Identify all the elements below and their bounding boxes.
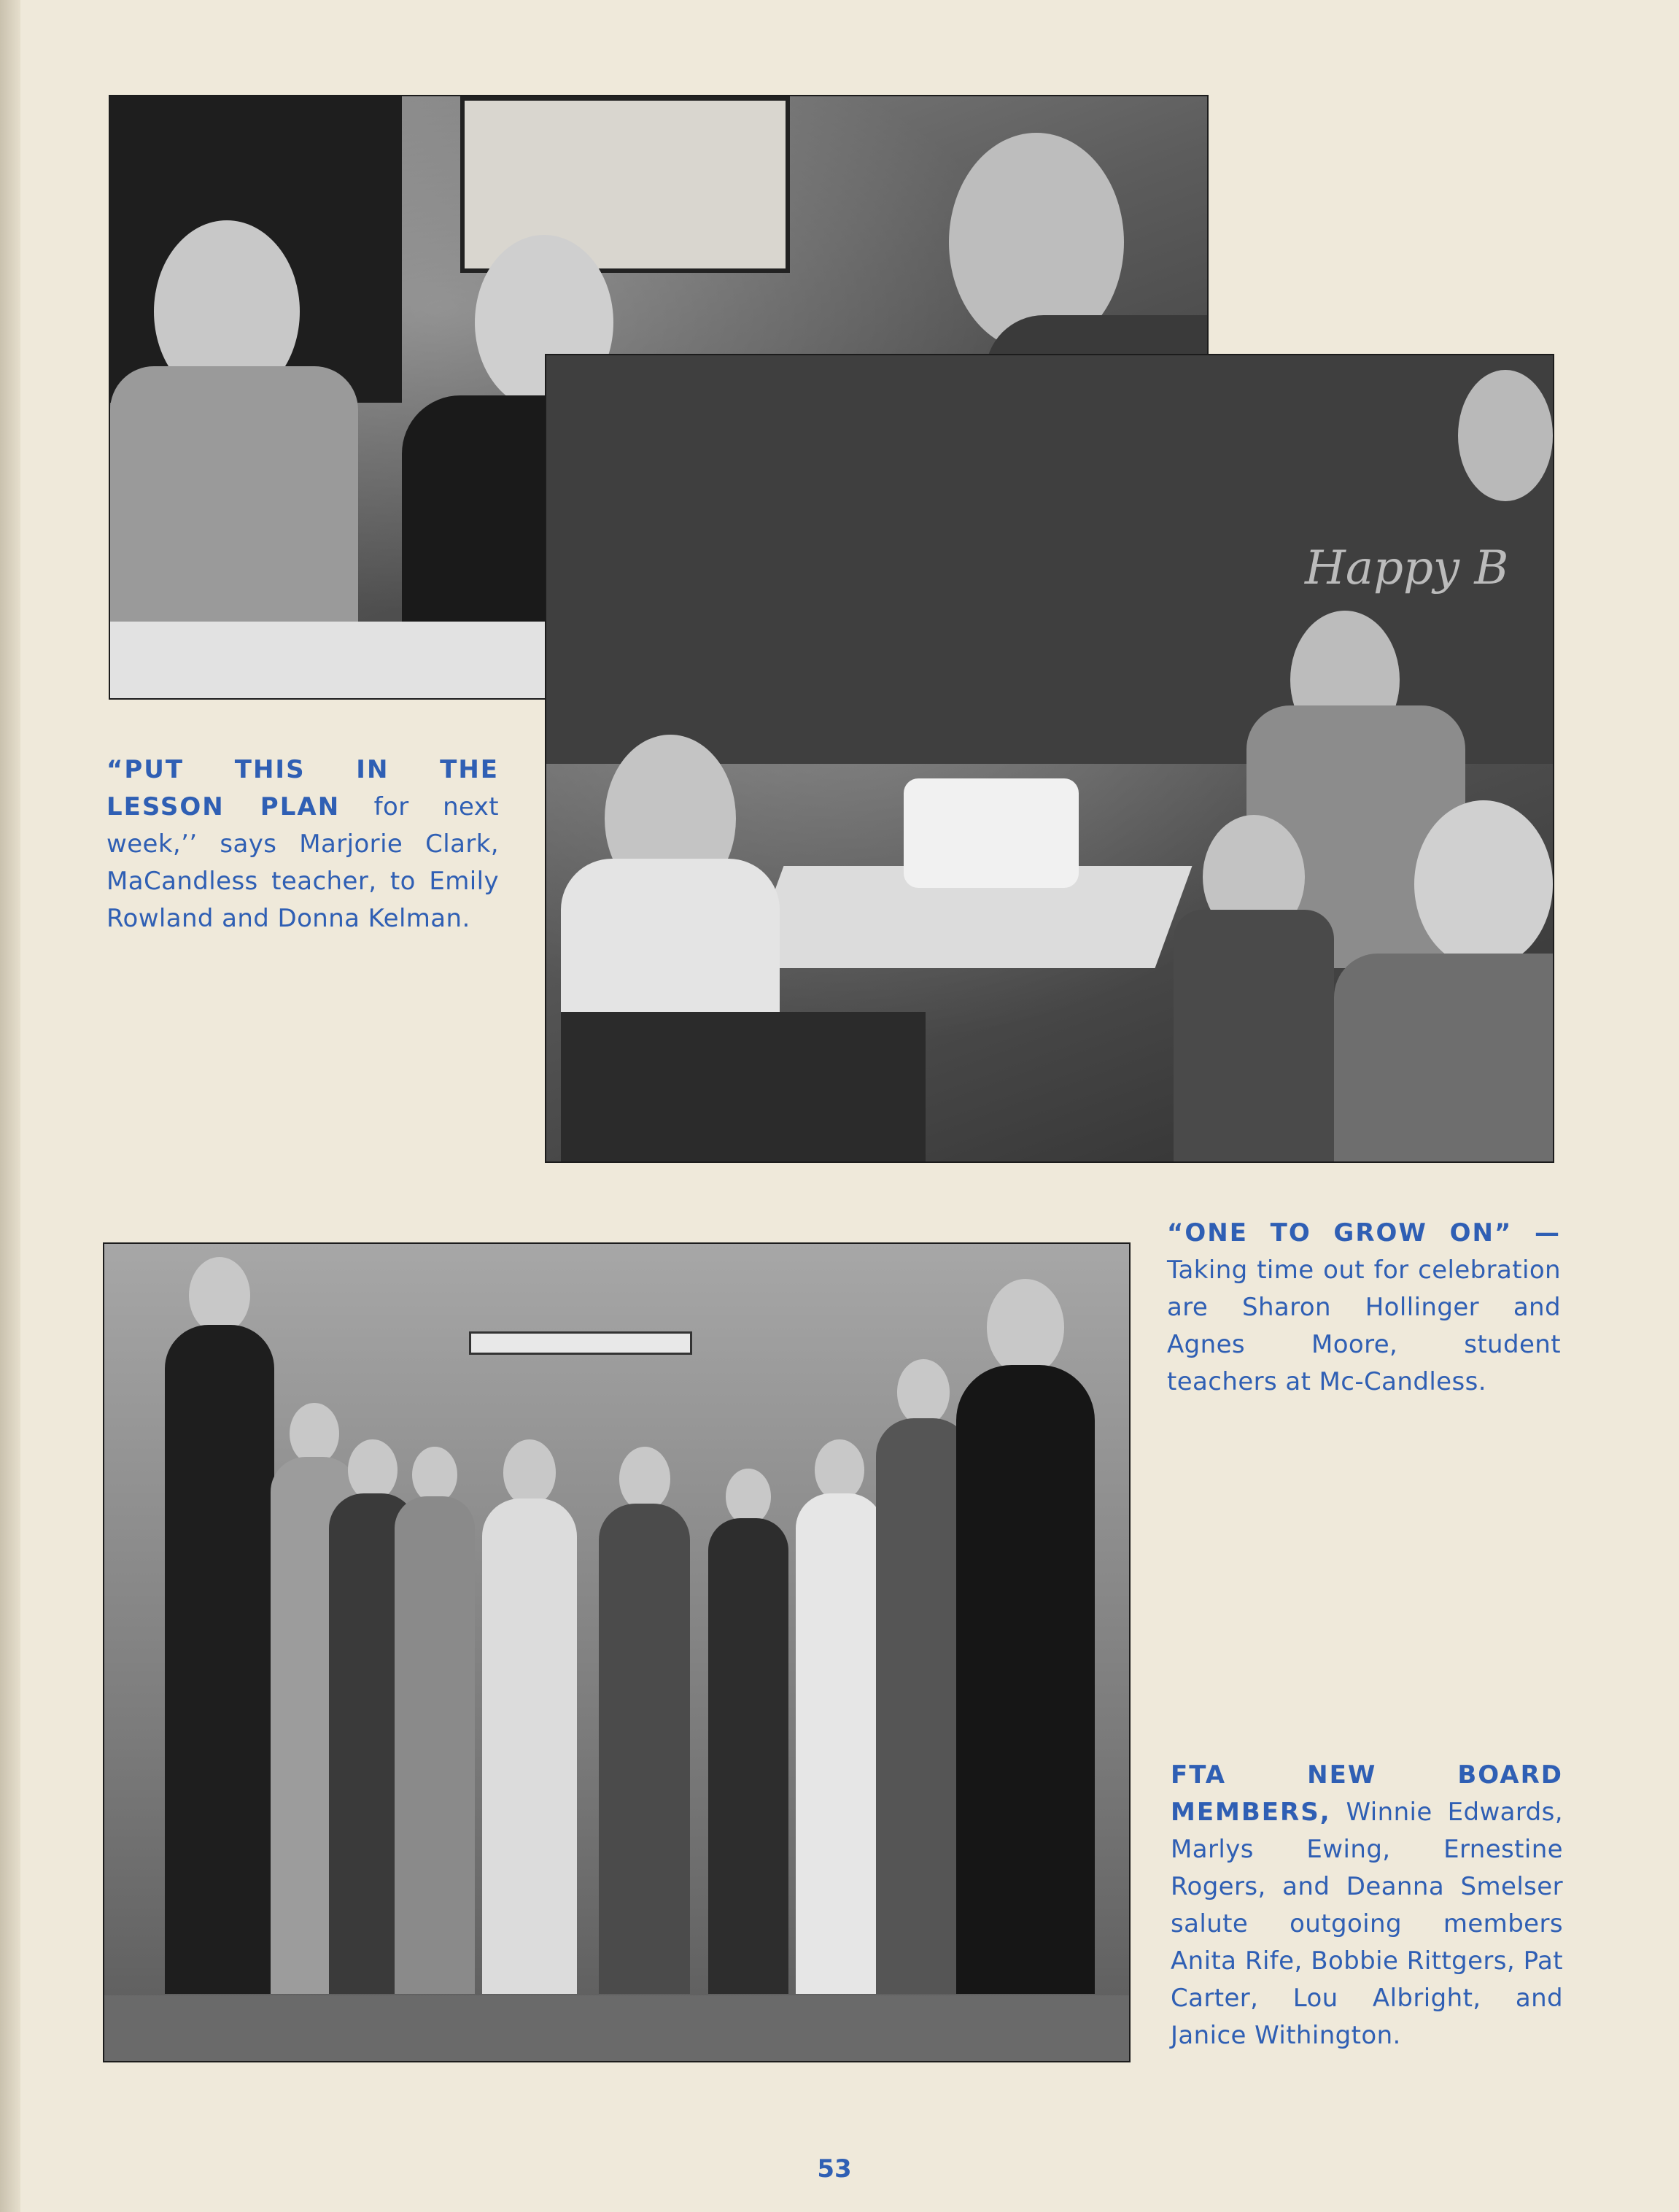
caption-one-to-grow-on <box>1167 1215 1561 1401</box>
caption-fta-lead: FTA NEW BOARD MEMBERS, <box>1171 1760 1563 1827</box>
caption-grow-on-body: Taking time out for celebration are Sharon Hollinger and Agnes Moore, student teachers at Mc-Candless. <box>1167 1256 1561 1396</box>
binding-edge <box>0 0 20 2212</box>
person-body <box>956 1365 1095 1994</box>
child-body <box>1174 910 1334 1161</box>
person-head <box>503 1439 557 1506</box>
caption-lesson-plan <box>106 751 499 937</box>
person-head <box>290 1403 338 1464</box>
child-body <box>1334 954 1553 1161</box>
child-head <box>1414 800 1553 968</box>
page-number: 53 <box>817 2154 852 2184</box>
person-head <box>815 1439 864 1501</box>
person-body <box>599 1504 690 1995</box>
person-body <box>395 1496 475 1994</box>
ceiling-light <box>469 1331 692 1355</box>
person-skirt <box>561 1012 926 1161</box>
person-head <box>189 1257 250 1334</box>
birthday-cake <box>904 778 1079 888</box>
caption-grow-on-lead: “ONE TO GROW ON” — <box>1167 1218 1561 1248</box>
chalkboard-text: Happy B <box>1305 541 1509 595</box>
person-head <box>348 1439 397 1501</box>
person-head <box>897 1359 950 1426</box>
person-head <box>619 1447 670 1511</box>
stage-floor <box>104 1995 1129 2061</box>
caption-lesson-plan-body: for next week,’’ says Marjorie Clark, MaCandless teacher, to Emily Rowland and Donna Kelman. <box>106 792 500 933</box>
person-head <box>412 1447 457 1503</box>
person-head <box>987 1279 1064 1376</box>
person-body <box>482 1498 577 1994</box>
caption-fta-board <box>1171 1757 1563 2054</box>
person-body <box>796 1493 883 1994</box>
photo-one-to-grow-on <box>545 354 1554 1163</box>
caption-fta-body: Winnie Edwards, Marlys Ewing, Ernestine Rogers, and Deanna Smelser salute outgoing members Anita Rife, Bobbie Rittgers, Pat Carter, Lou Albright, and Janice Withington. <box>1171 1798 1563 2050</box>
person-body <box>708 1518 788 1994</box>
caption-lesson-plan-lead: “PUT THIS IN THE LESSON PLAN <box>106 755 499 821</box>
person-head <box>726 1469 771 1525</box>
person-head <box>1458 370 1553 501</box>
person-body <box>165 1325 274 1994</box>
